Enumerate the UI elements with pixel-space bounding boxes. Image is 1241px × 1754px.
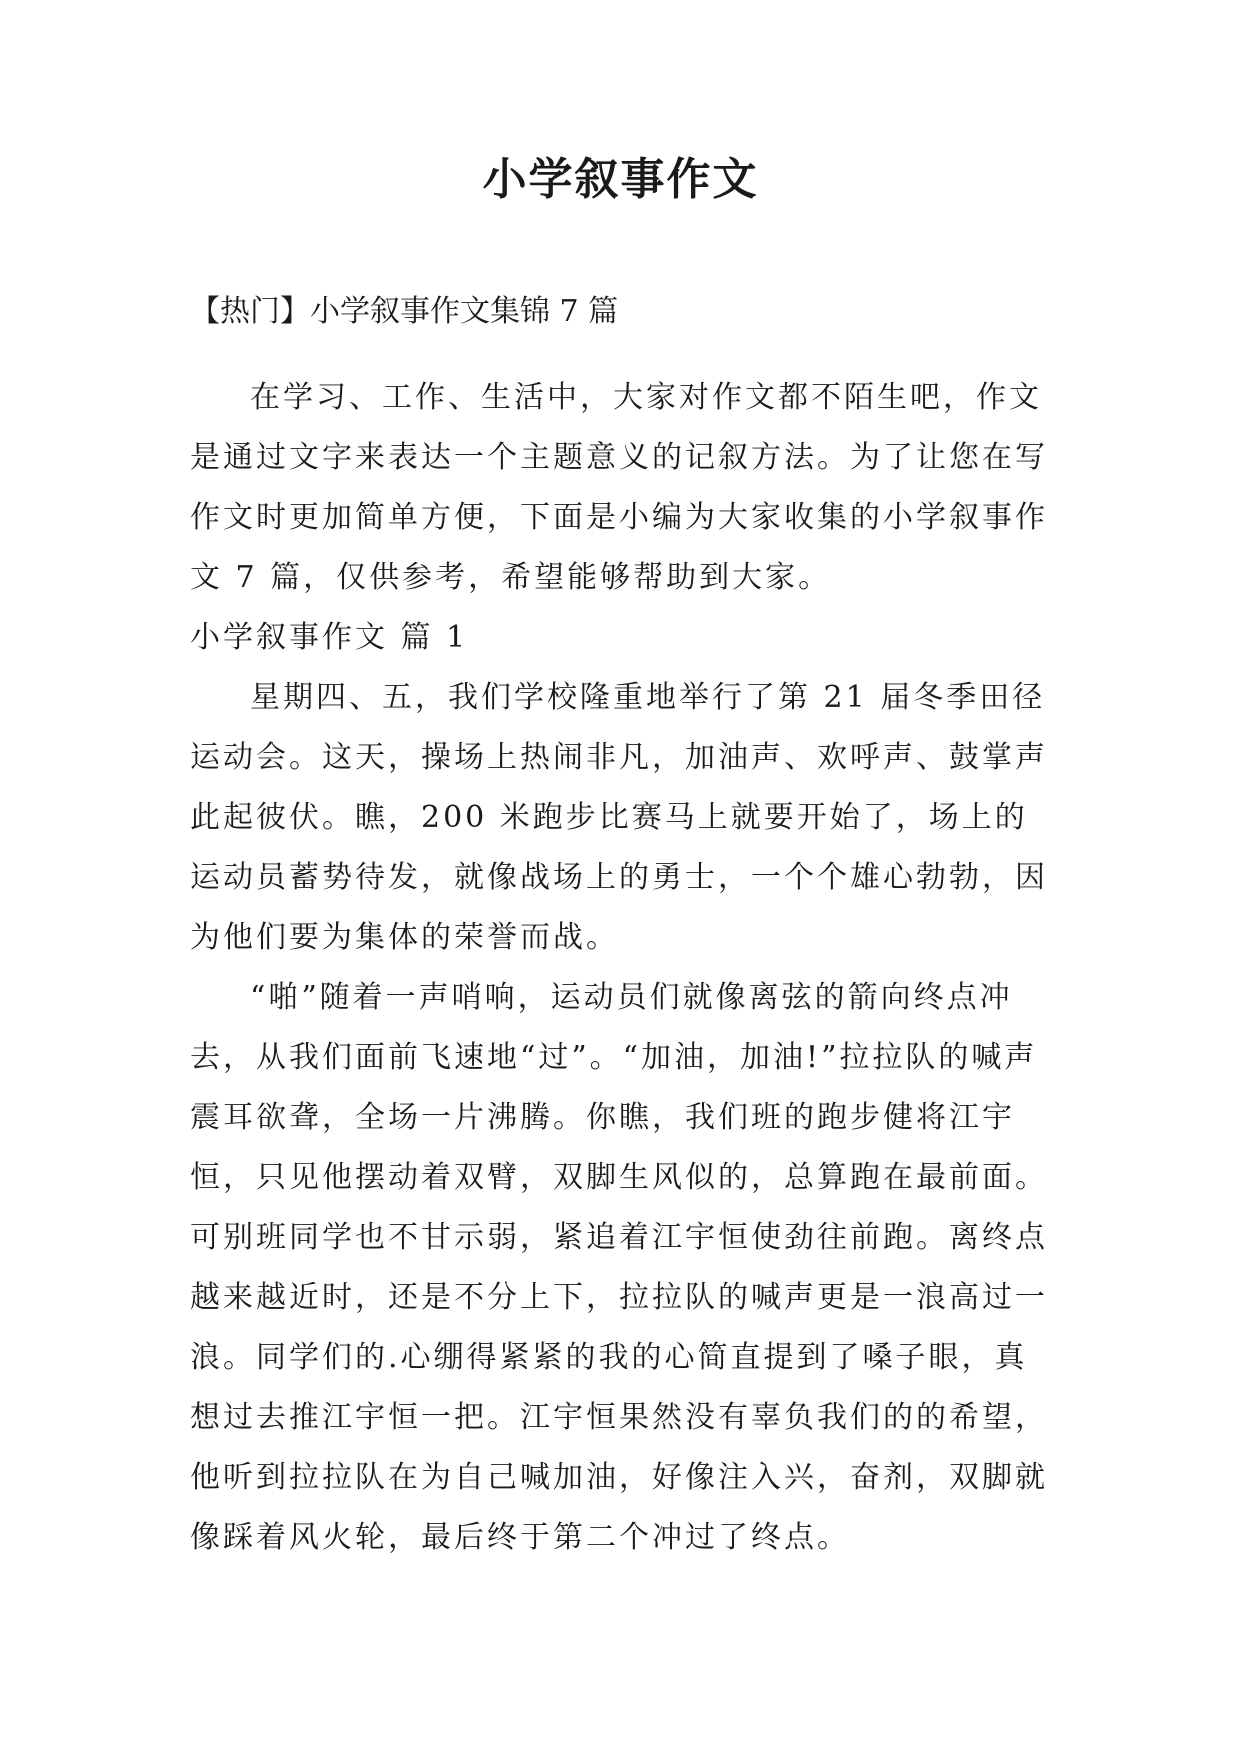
intro-paragraph: 在学习、工作、生活中，大家对作文都不陌生吧，作文是通过文字来表达一个主题意义的记叙方法。为了让您在写作文时更加简单方便，下面是小编为大家收集的小学叙事作文 7 篇，仅供参考，希望能够帮助到大家。 [190, 380, 1048, 595]
section-paragraph-2: “啪”随着一声哨响，运动员们就像离弦的箭向终点冲去，从我们面前飞速地“过”。“加油，加油!”拉拉队的喊声震耳欲聋，全场一片沸腾。你瞧，我们班的跑步健将江宇恒，只见他摆动着双臂，双脚生风似的，总算跑在最前面。可别班同学也不甘示弱，紧追着江宇恒使劲往前跑。离终点越来越近时，还是不分上下，拉拉队的喊声更是一浪高过一浪。同学们的.心绷得紧紧的我的心简直提到了嗓子眼，真想过去推江宇恒一把。江宇恒果然没有辜负我们的的希望，他听到拉拉队在为自己喊加油，好像注入兴，奋剂，双脚就像踩着风火轮，最后终于第二个冲过了终点。 [190, 980, 1048, 1555]
document-title: 小学叙事作文 [482, 154, 759, 205]
section-heading: 小学叙事作文 篇 1 [190, 620, 469, 655]
document-body [190, 368, 1055, 1568]
document-subtitle: 【热门】小学叙事作文集锦 7 篇 [190, 294, 619, 329]
section-paragraph-1: 星期四、五，我们学校隆重地举行了第 21 届冬季田径运动会。这天，操场上热闹非凡，加油声、欢呼声、鼓掌声此起彼伏。瞧，200 米跑步比赛马上就要开始了，场上的运动员蓄势待发，就像战场上的勇士，一个个雄心勃勃，因为他们要为集体的荣誉而战。 [190, 680, 1048, 955]
